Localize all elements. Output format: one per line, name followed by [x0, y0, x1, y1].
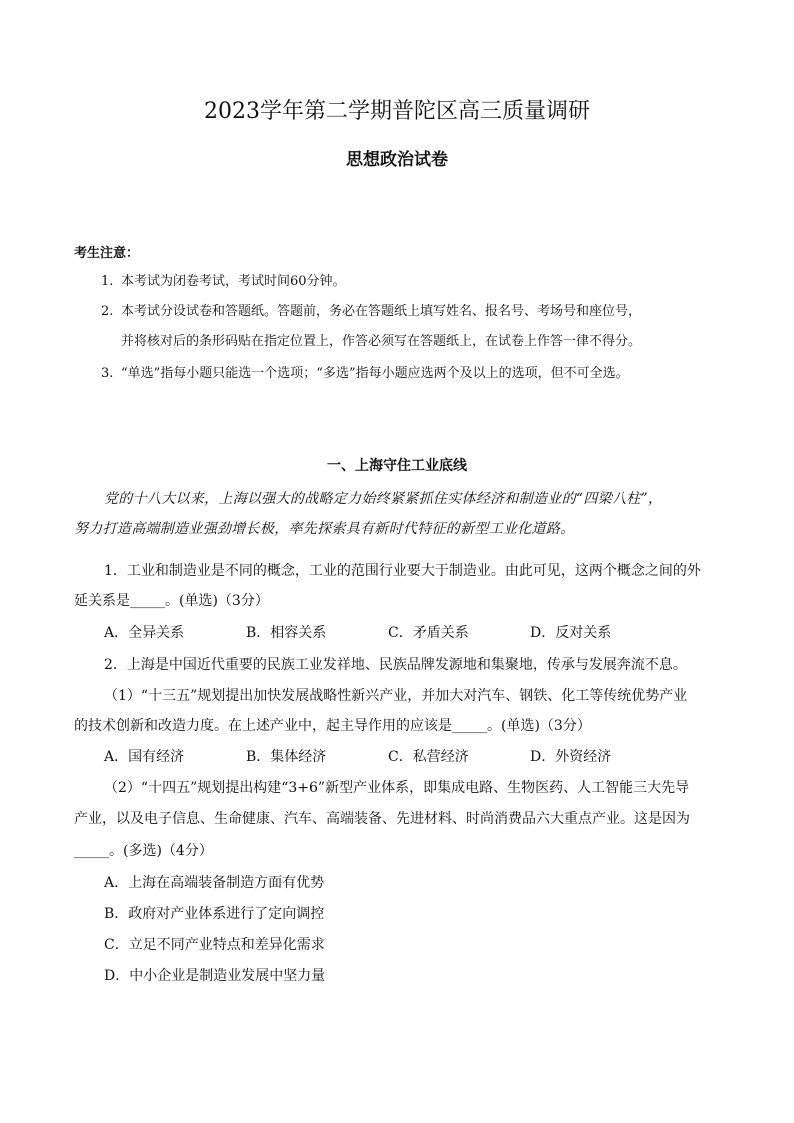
exam-title: 2023学年第二学期普陀区高三质量调研: [204, 99, 590, 124]
q2-2-line-1: （2）“十四五”规划提出构建“3+6”新型产业体系，即集成电路、生物医药、人工智能三大先导: [104, 780, 690, 796]
q2-1-option-a[interactable]: A．国有经济: [104, 749, 185, 765]
q2-stem: 2．上海是中国近代重要的民族工业发祥地、民族品牌发源地和集聚地，传承与发展奔流不息。: [104, 657, 687, 673]
q1-option-b[interactable]: B．相容关系: [246, 625, 327, 641]
q2-1-option-b[interactable]: B．集体经济: [246, 749, 327, 765]
notice-item-text: 本考试分设试卷和答题纸。答题前，务必在答题纸上填写姓名、报名号、考场号和座位号，: [121, 304, 642, 319]
notice-item-text: 本考试为闭卷考试，考试时间60分钟。: [121, 274, 346, 289]
q2-2-option-a[interactable]: A．上海在高端装备制造方面有优势: [104, 875, 325, 891]
notice-item-text: 并将核对后的条形码贴在指定位置上，作答必须写在答题纸上，在试卷上作答一律不得分。: [121, 334, 642, 349]
intro-line-2: 努力打造高端制造业强劲增长极，率先探索具有新时代特征的新型工业化道路。: [74, 521, 575, 537]
q2-2-line-2: 产业，以及电子信息、生命健康、汽车、高端装备、先进材料、时尚消费品六大重点产业。这是因为: [74, 811, 690, 827]
q2-1-line-2: 的技术创新和改造力度。在上述产业中，起主导作用的应该是_____。(单选)（3分）: [74, 718, 591, 734]
q1-option-c[interactable]: C．矛盾关系: [388, 625, 469, 641]
q1-stem-line-2: 延关系是_____。(单选)（3分）: [74, 593, 269, 609]
notice-item-number: 1.: [101, 274, 114, 289]
q2-2-option-c[interactable]: C．立足不同产业特点和差异化需求: [104, 937, 325, 953]
notice-item-1: [101, 270, 346, 289]
q2-1-options: [104, 746, 672, 766]
intro-line-1: 党的十八大以来，上海以强大的战略定力始终紧紧抓住实体经济和制造业的“四梁八柱”，: [104, 491, 663, 507]
q2-2-option-d[interactable]: D．中小企业是制造业发展中坚力量: [104, 968, 326, 984]
q2-1-option-c[interactable]: C．私营经济: [388, 749, 469, 765]
q1-options: [104, 622, 672, 642]
notice-item-number: 3.: [101, 366, 114, 381]
q1-option-a[interactable]: A．全异关系: [104, 625, 185, 641]
exam-subtitle: 思想政治试卷: [346, 150, 448, 170]
notice-item-number: 2.: [101, 304, 114, 319]
q1-option-d[interactable]: D．反对关系: [530, 625, 612, 641]
section-heading: 一、上海守住工业底线: [327, 458, 467, 474]
q2-2-option-b[interactable]: B．政府对产业体系进行了定向调控: [104, 906, 325, 922]
q2-2-line-3: _____。(多选)（4分）: [74, 843, 213, 859]
q2-1-line-1: （1）“十三五”规划提出加快发展战略性新兴产业，并加大对汽车、钢铁、化工等传统优势产业: [104, 688, 688, 704]
notice-item-2: [101, 300, 641, 319]
notice-item-text: “单选”指每小题只能选一个选项；“多选”指每小题应选两个及以上的选项，但不可全选。: [121, 366, 629, 381]
notice-heading: 考生注意：: [74, 246, 140, 261]
q1-stem-line-1: 1．工业和制造业是不同的概念，工业的范围行业要大于制造业。由此可见，这两个概念之间的外: [104, 563, 701, 579]
q2-1-option-d[interactable]: D．外资经济: [530, 749, 612, 765]
notice-item-2-cont: [121, 330, 641, 349]
notice-item-3: [101, 362, 629, 381]
